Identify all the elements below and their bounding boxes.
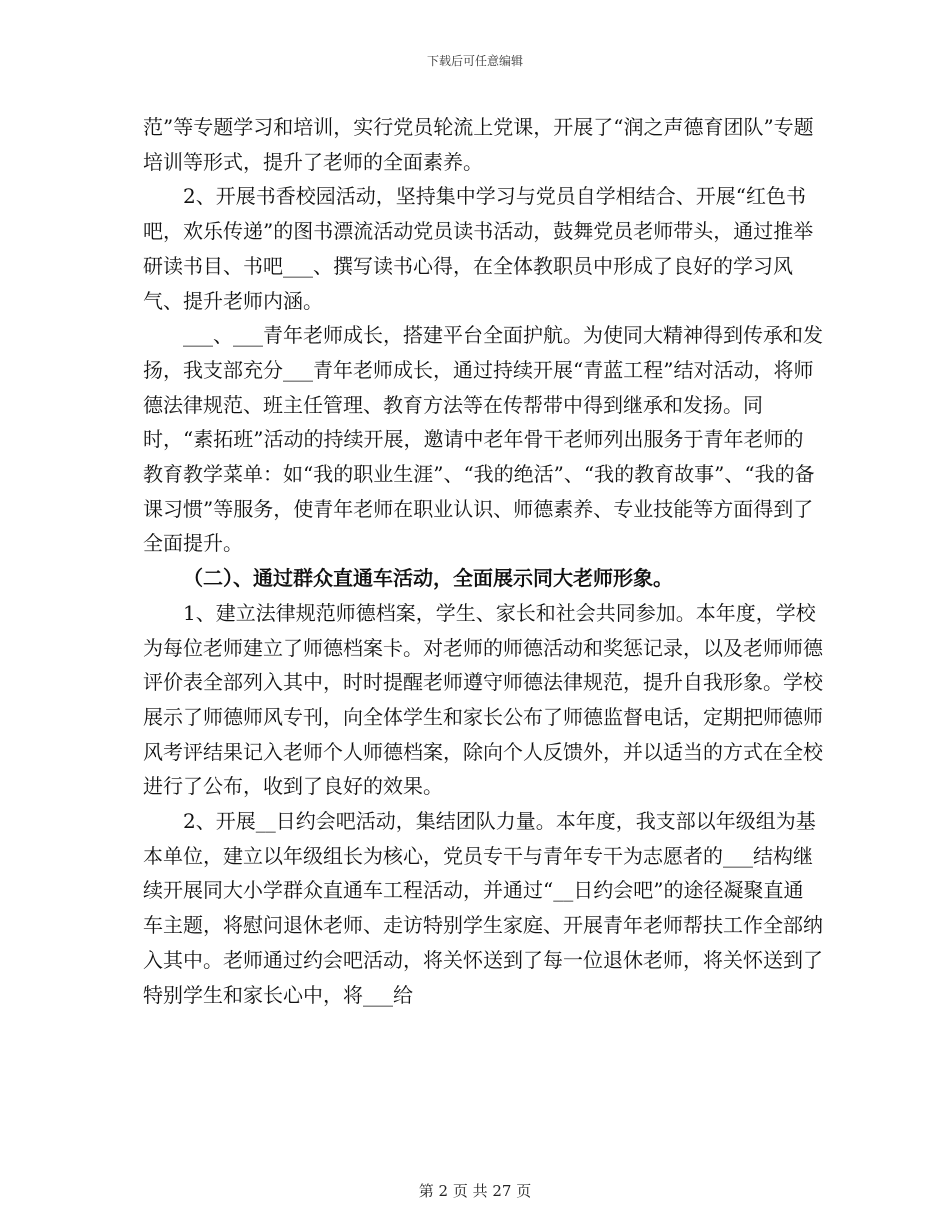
section-heading: （二）、通过群众直通车活动，全面展示同大老师形象。 — [183, 566, 673, 591]
header-note: 下载后可任意编辑 — [426, 54, 523, 68]
paragraph-ethics-archive: 1、建立法律规范师德档案，学生、家长和社会共同参加。本年度，学校为每位老师建立了师德档案卡。对老师的师德活动和奖惩记录，以及老师师德评价表全部列入其中，时时提醒老师遵守师德法律规范，提升自我形象。学校展示了师德师风专刊，向全体学生和家长公布了师德监督电话，定期把师德师风考评结果记入老师个人师德档案，除向个人反馈外，并以适当的方式在全校进行了公布，收到了良好的效果。 — [143, 600, 823, 799]
paragraph-young-teachers: ___、___青年老师成长，搭建平台全面护航。为使同大精神得到传承和发扬，我支部充分___青年老师成长，通过持续开展“青蓝工程”结对活动，将师德法律规范、班主任管理、教育方法等在传帮带中得到继承和发扬。同时，“素拓班”活动的持续开展，邀请中老年骨干老师列出服务于青年老师的教育教学菜单：如“我的职业生涯”、“我的绝活”、“我的教育故事”、“我的备课习惯”等服务，使青年老师在职业认识、师德素养、专业技能等方面得到了全面提升。 — [143, 323, 823, 556]
page-number: 第 2 页 共 27 页 — [418, 1182, 532, 1200]
paragraph-continuation: 范”等专题学习和培训，实行党员轮流上党课，开展了“润之声德育团队”专题培训等形式，提升了老师的全面素养。 — [143, 115, 814, 174]
paragraph-reading-campus: 2、开展书香校园活动，坚持集中学习与党员自学相结合、开展“红色书吧，欢乐传递”的图书漂流活动党员读书活动，鼓舞党员老师带头，通过推举研读书目、书吧___、撰写读书心得，在全体教职员中形成了良好的学习风气、提升老师内涵。 — [143, 184, 814, 313]
paragraph-date-club: 2、开展__日约会吧活动，集结团队力量。本年度，我支部以年级组为基本单位，建立以年级组长为核心，党员专干与青年专干为志愿者的___结构继续开展同大小学群众直通车工程活动，并通过“__日约会吧”的途径凝聚直通车主题，将慰问退休老师、走访特别学生家庭、开展青年老师帮扶工作全部纳入其中。老师通过约会吧活动，将关怀送到了每一位退休老师，将关怀送到了特别学生和家长心中，将___给 — [143, 809, 823, 1007]
document-body — [143, 110, 823, 1012]
